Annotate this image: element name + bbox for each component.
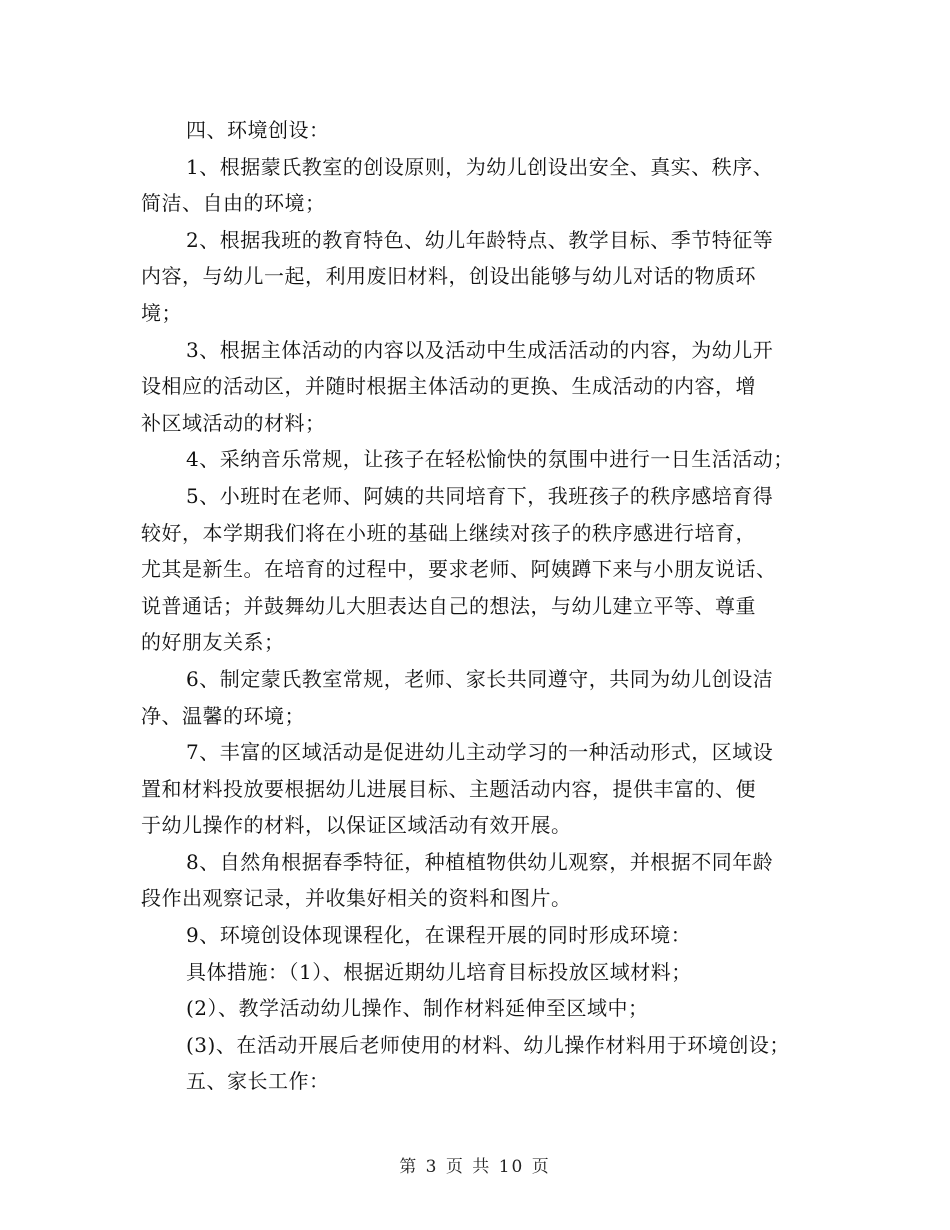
text-line: 7、丰富的区域活动是促进幼儿主动学习的一种活动形式，区域设	[186, 740, 774, 765]
text-line: 说普通话；并鼓舞幼儿大胆表达自己的想法，与幼儿建立平等、尊重	[141, 593, 756, 618]
text-line: 内容，与幼儿一起，利用废旧材料，创设出能够与幼儿对话的物质环	[141, 264, 756, 289]
text-line: 设相应的活动区，并随时根据主体活动的更换、生成活动的内容，增	[141, 374, 756, 399]
paragraph	[141, 222, 821, 332]
text-line: 的好朋友关系；	[141, 630, 285, 655]
paragraph	[141, 149, 821, 222]
paragraph	[141, 478, 821, 661]
document-body	[141, 112, 821, 1100]
text-line: 5、小班时在老师、阿姨的共同培育下，我班孩子的秩序感培育得	[186, 483, 774, 508]
text-line: 于幼儿操作的材料，以保证区域活动有效开展。	[141, 813, 572, 838]
paragraph	[141, 734, 821, 844]
paragraph	[141, 441, 821, 478]
text-line: 置和材料投放要根据幼儿进展目标、主题活动内容，提供丰富的、便	[141, 776, 756, 801]
paragraph	[141, 661, 821, 734]
paragraph	[141, 332, 821, 442]
text-line: (3)、在活动开展后老师使用的材料、幼儿操作材料用于环境创设；	[186, 1032, 790, 1057]
paragraph	[141, 917, 821, 954]
paragraph	[141, 1027, 821, 1064]
paragraph	[141, 1063, 821, 1100]
text-line: 尤其是新生。在培育的过程中，要求老师、阿姨蹲下来与小朋友说话、	[141, 557, 777, 582]
text-line: 境；	[141, 300, 182, 325]
text-line: 2、根据我班的教育特色、幼儿年龄特点、教学目标、季节特征等	[186, 227, 774, 252]
text-line: 段作出观察记录，并收集好相关的资料和图片。	[141, 886, 572, 911]
text-line: (2）、教学活动幼儿操作、制作材料延伸至区域中；	[186, 996, 649, 1021]
paragraph	[141, 990, 821, 1027]
text-line: 6、制定蒙氏教室常规，老师、家长共同遵守，共同为幼儿创设洁	[186, 666, 774, 691]
text-line: 较好，本学期我们将在小班的基础上继续对孩子的秩序感进行培育，	[141, 520, 756, 545]
text-line: 补区域活动的材料；	[141, 410, 326, 435]
paragraph	[141, 954, 821, 991]
paragraph	[141, 844, 821, 917]
paragraph	[141, 112, 821, 149]
text-line: 简洁、自由的环境；	[141, 191, 326, 216]
text-line: 具体措施：（1）、根据近期幼儿培育目标投放区域材料；	[186, 959, 692, 984]
text-line: 四、环境创设：	[186, 118, 330, 142]
text-line: 1、根据蒙氏教室的创设原则，为幼儿创设出安全、真实、秩序、	[186, 154, 774, 179]
text-line: 8、自然角根据春季特征，种植植物供幼儿观察，并根据不同年龄	[186, 849, 774, 874]
text-line: 9、环境创设体现课程化，在课程开展的同时形成环境：	[186, 923, 692, 948]
text-line: 五、家长工作：	[186, 1069, 330, 1094]
text-line: 净、温馨的环境；	[141, 703, 305, 728]
page-footer: 第 3 页 共 10 页	[399, 1157, 551, 1177]
text-line: 3、根据主体活动的内容以及活动中生成活活动的内容，为幼儿开	[186, 337, 774, 362]
text-line: 4、采纳音乐常规，让孩子在轻松愉快的氛围中进行一日生活活动；	[186, 447, 794, 472]
